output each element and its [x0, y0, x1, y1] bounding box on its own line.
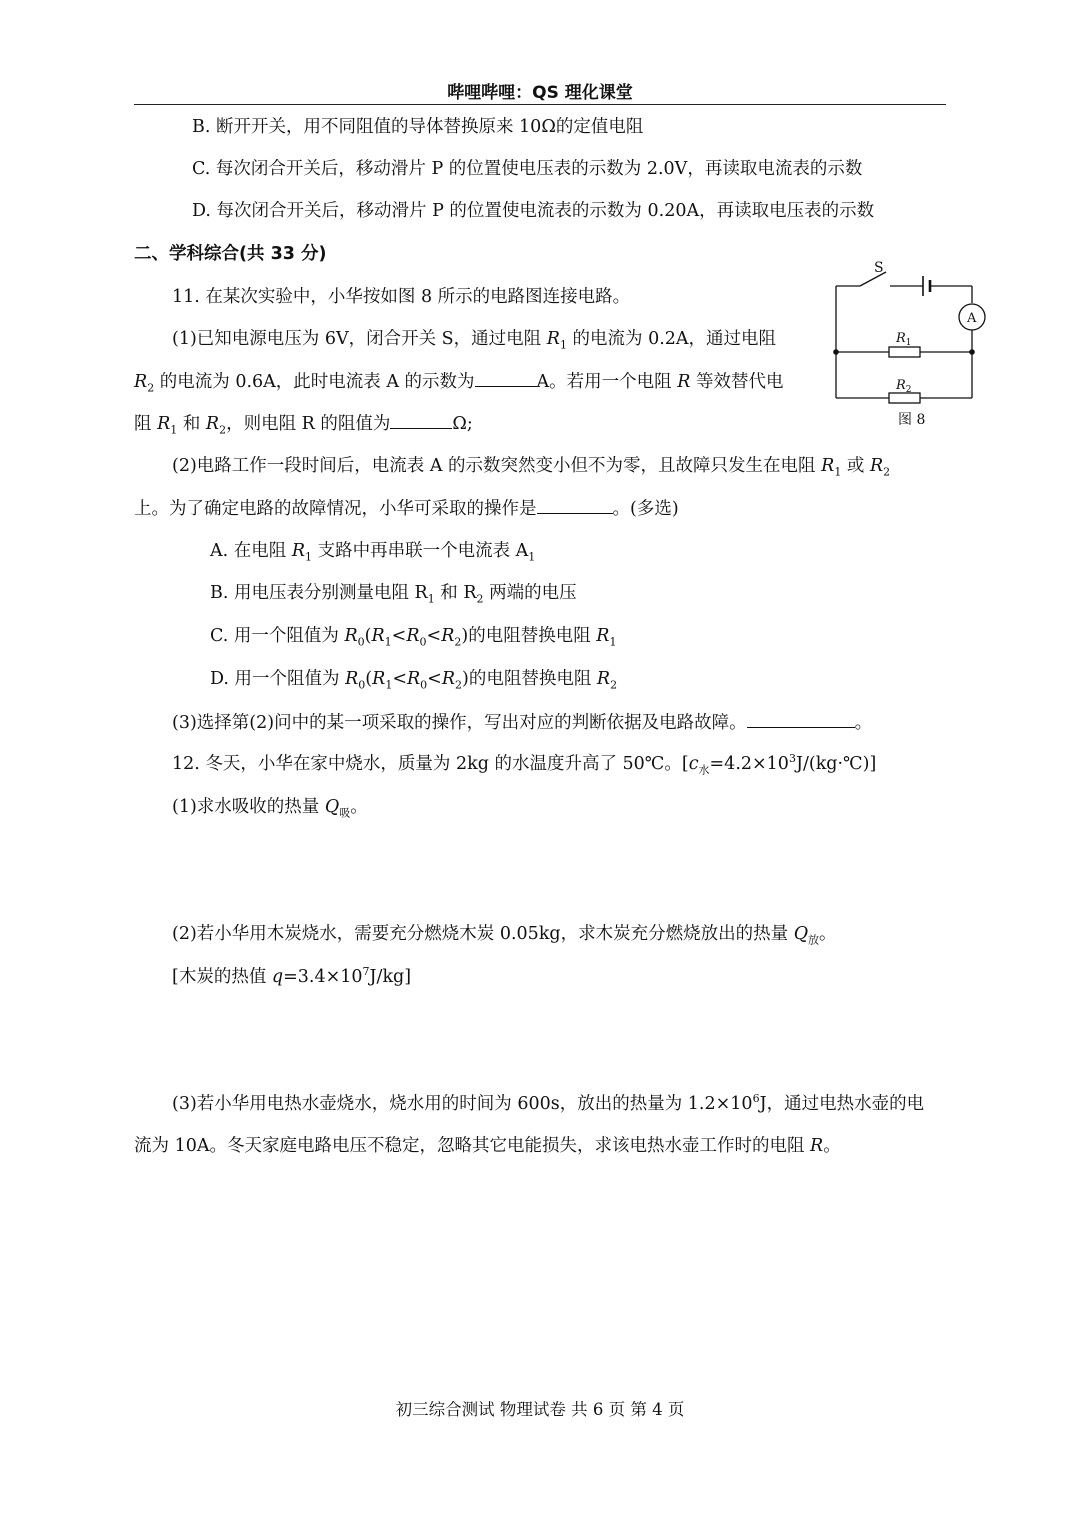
q12-part3-line1: (3)若小华用电热水壶烧水，烧水用的时间为 600s，放出的热量为 $1.2\times 10^6J$，通过电热水壶的电 — [172, 1092, 925, 1114]
r1-label: $R_1$ — [896, 331, 912, 348]
q11-option-a: A. 在电阻 $R_1$ 支路中再串联一个电流表 $A_1$ — [210, 541, 536, 564]
q11-part2-line2: 上。为了确定电路的故障情况，小华可采取的操作是 。(多选) — [134, 499, 679, 519]
answer-blank — [475, 370, 537, 387]
page-footer: 初三综合测试 物理试卷 共 6 页 第 4 页 — [395, 1400, 685, 1419]
q12-part1: (1)求水吸收的热量 $Q_吸$。 — [172, 797, 368, 820]
header-rule — [134, 104, 946, 105]
r2-label: $R_2$ — [896, 378, 912, 395]
switch-label: S — [874, 260, 884, 276]
q12-stem: 12. 冬天，小华在家中烧水，质量为 2kg 的水温度升高了 50℃。$[c_水=4.2\times 10^3J/(kg\cdot℃)]$ — [172, 752, 877, 777]
page-header: 哔哩哔哩：QS 理化课堂 — [447, 83, 633, 103]
figure-caption: 图 8 — [898, 412, 926, 428]
answer-blank — [747, 711, 855, 728]
q11-part1-line1: (1)已知电源电压为 6V，闭合开关 S，通过电阻 $R_1$ 的电流为 0.2A，通过电阻 — [172, 329, 777, 352]
q11-part1-line3: 阻 $R_1$ 和 $R_2$，则电阻 R 的阻值为 Ω; — [134, 414, 473, 437]
q11-option-c: C. 用一个阻值为 $R_0(R_1<R_0<R_2)$的电阻替换电阻 $R_1$ — [210, 626, 617, 649]
q10-option-c: C. 每次闭合开关后，移动滑片 P 的位置使电压表的示数为 2.0V，再读取电流表的示数 — [192, 159, 863, 179]
q11-option-d: D. 用一个阻值为 $R_0(R_1<R_0<R_2)$的电阻替换电阻 $R_2$ — [210, 669, 618, 692]
junction-dot — [969, 349, 975, 355]
q10-option-d: D. 每次闭合开关后，移动滑片 P 的位置使电流表的示数为 0.20A，再读取电压表的示数 — [192, 201, 875, 221]
q12-part3-line2: 流为 10A。冬天家庭电路电压不稳定，忽略其它电能损失，求该电热水壶工作时的电阻 R。 — [134, 1136, 841, 1156]
q11-stem: 11. 在某次实验中，小华按如图 8 所示的电路图连接电路。 — [172, 287, 631, 307]
answer-blank — [537, 497, 613, 514]
q11-part1-line2: $R_2$ 的电流为 0.6A，此时电流表 A 的示数为 A。若用一个电阻 R 等效替代电 — [134, 372, 784, 395]
circuit-diagram-figure-8 — [826, 258, 996, 433]
section-title: 二、学科综合(共 33 分) — [134, 244, 327, 264]
q12-part2-line2: [木炭的热值 $q=3.4\times 10^7J/kg$] — [172, 965, 412, 987]
resistor-r1 — [889, 347, 920, 357]
q11-option-b: B. 用电压表分别测量电阻 $R_1$ 和 $R_2$ 两端的电压 — [210, 583, 577, 606]
q11-part2-line1: (2)电路工作一段时间后，电流表 A 的示数突然变小但不为零，且故障只发生在电阻 $R_1$ 或 $R_2$ — [172, 456, 891, 479]
q12-part2-line1: (2)若小华用木炭烧水，需要充分燃烧木炭 0.05kg，求木炭充分燃烧放出的热量 $Q_放$。 — [172, 924, 837, 947]
resistor-r2 — [889, 393, 920, 403]
ammeter-label: A — [967, 311, 977, 326]
q10-option-b: B. 断开开关，用不同阻值的导体替换原来 10Ω的定值电阻 — [192, 117, 644, 137]
junction-dot — [833, 349, 839, 355]
q11-part3: (3)选择第(2)问中的某一项采取的操作，写出对应的判断依据及电路故障。 。 — [172, 713, 873, 733]
answer-blank — [390, 412, 452, 429]
